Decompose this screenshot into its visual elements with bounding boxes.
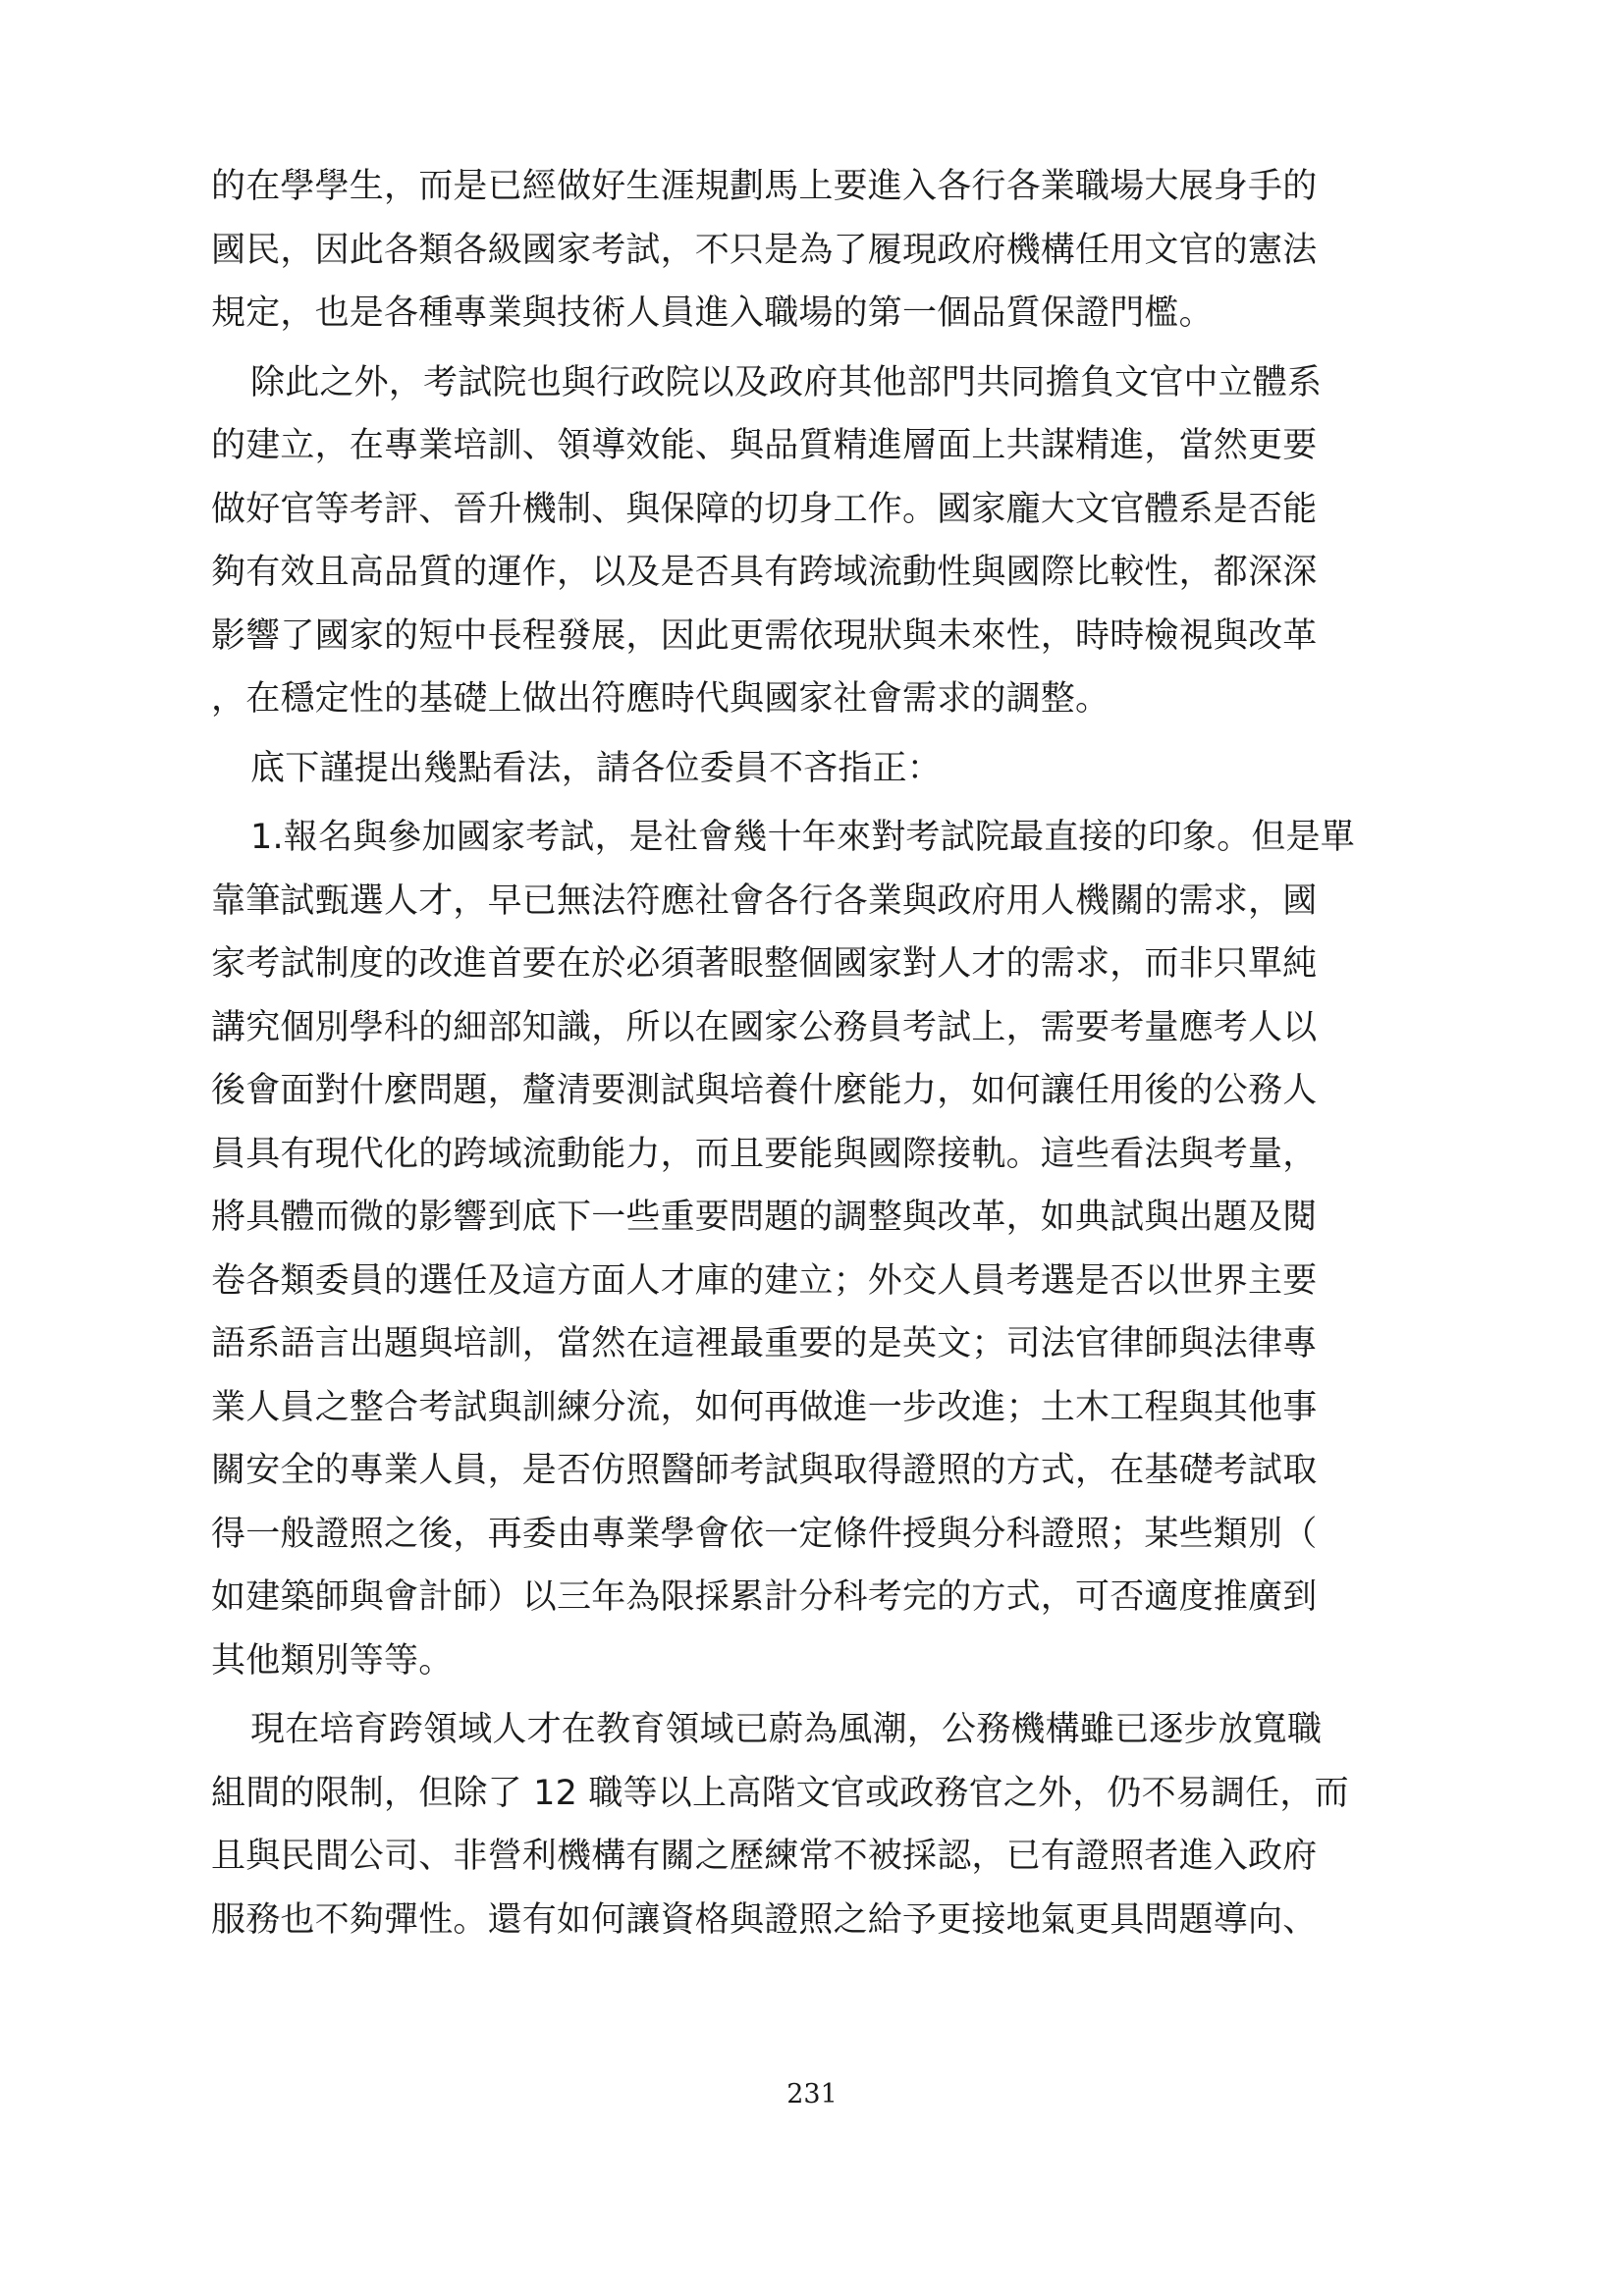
text-line: 員具有現代化的跨域流動能力，而且要能與國際接軌。這些看法與考量，: [211, 1134, 1318, 1174]
text-line: 組間的限制，但除了 12 職等以上高階文官或政務官之外，仍不易調任，而: [211, 1773, 1349, 1813]
text-line: 的在學學生，而是已經做好生涯規劃馬上要進入各行各業職場大展身手的: [211, 167, 1318, 206]
text-line: 將具體而微的影響到底下一些重要問題的調整與改革，如典試與出題及閱: [211, 1198, 1318, 1237]
text-line: 且與民間公司、非營利機構有關之歷練常不被採認，已有證照者進入政府: [211, 1837, 1318, 1876]
text-line: 家考試制度的改進首要在於必須著眼整個國家對人才的需求，而非只單純: [211, 944, 1318, 984]
text-line: 國民，因此各類各級國家考試，不只是為了履現政府機構任用文官的憲法: [211, 230, 1318, 270]
text-line: ，在穩定性的基礎上做出符應時代與國家社會需求的調整。: [211, 679, 1110, 719]
text-line: 語系語言出題與培訓，當然在這裡最重要的是英文；司法官律師與法律專: [211, 1324, 1318, 1363]
text-line: 後會面對什麼問題，釐清要測試與培養什麼能力，如何讓任用後的公務人: [211, 1071, 1318, 1110]
text-line: 做好官等考評、晉升機制、與保障的切身工作。國家龐大文官體系是否能: [211, 489, 1318, 529]
text-line: 其他類別等等。: [211, 1640, 454, 1681]
text-line: 得一般證照之後，再委由專業學會依一定條件授與分科證照；某些類別（: [211, 1514, 1318, 1554]
text-line: 業人員之整合考試與訓練分流，如何再做進一步改進；土木工程與其他事: [211, 1387, 1318, 1427]
text-line: 靠筆試甄選人才，早已無法符應社會各行各業與政府用人機關的需求，國: [211, 881, 1318, 921]
paragraph-start-line: 現在培育跨領域人才在教育領域已蔚為風潮，公務機構雖已逐步放寬職: [250, 1710, 1323, 1749]
text-line: 講究個別學科的細部知識，所以在國家公務員考試上，需要考量應考人以: [211, 1007, 1318, 1047]
text-line: 影響了國家的短中長程發展，因此更需依現狀與未來性，時時檢視與改革: [211, 615, 1318, 656]
text-line: 如建築師與會計師）以三年為限採累計分科考完的方式，可否適度推廣到: [211, 1577, 1318, 1617]
paragraph-start-line: 底下謹提出幾點看法，請各位委員不吝指正：: [250, 748, 943, 788]
text-line: 卷各類委員的選任及這方面人才庫的建立；外交人員考選是否以世界主要: [211, 1260, 1318, 1301]
text-line: 關安全的專業人員，是否仿照醫師考試與取得證照的方式，在基礎考試取: [211, 1451, 1318, 1490]
paragraph-start-line: 除此之外，考試院也與行政院以及政府其他部門共同擔負文官中立體系: [250, 362, 1323, 402]
text-line: 夠有效且高品質的運作，以及是否具有跨域流動性與國際比較性，都深深: [211, 553, 1318, 592]
page-number: 231: [786, 2079, 838, 2109]
text-line: 的建立，在專業培訓、領導效能、與品質精進層面上共謀精進，當然更要: [211, 426, 1318, 465]
list-item-start-line: 1.報名與參加國家考試，是社會幾十年來對考試院最直接的印象。但是單: [250, 818, 1355, 857]
body-text: [211, 155, 1450, 1951]
text-line: 規定，也是各種專業與技術人員進入職場的第一個品質保證門檻。: [211, 294, 1214, 333]
text-line: 服務也不夠彈性。還有如何讓資格與證照之給予更接地氣更具問題導向、: [211, 1899, 1318, 1940]
